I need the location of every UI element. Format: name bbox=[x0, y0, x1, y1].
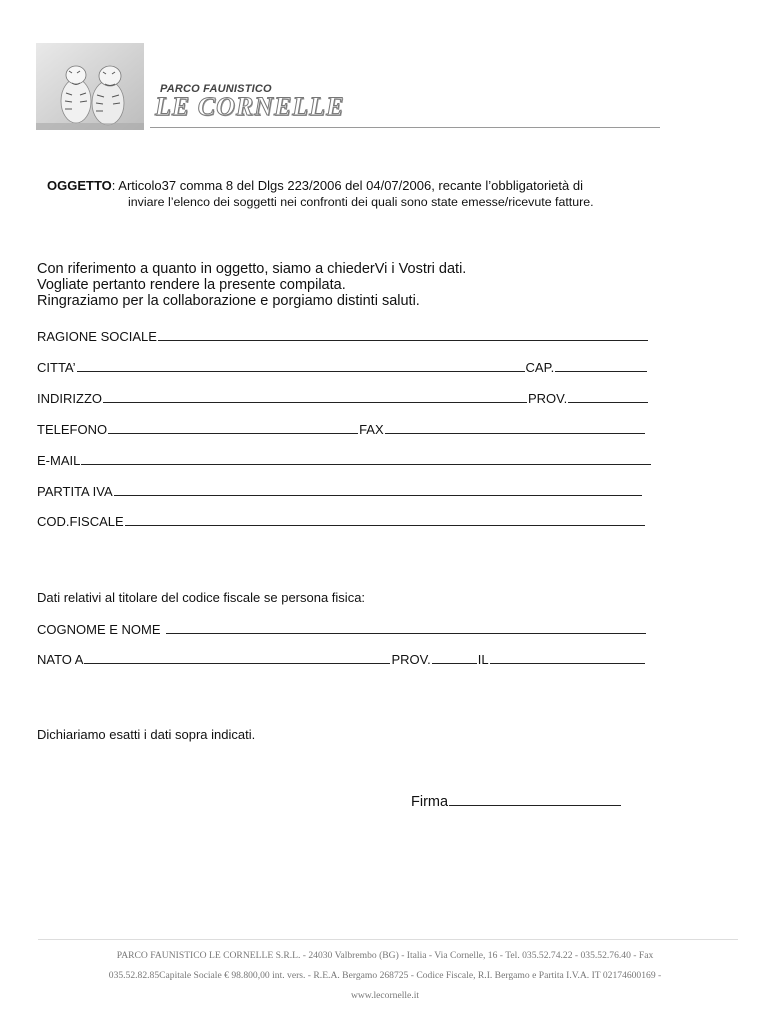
ragione-sociale-label: RAGIONE SOCIALE bbox=[37, 329, 157, 344]
intro-line-2: Vogliate pertanto rendere la presente compilata. bbox=[37, 277, 346, 293]
nato-prov-label: PROV. bbox=[391, 652, 431, 667]
cod-fiscale-blank[interactable] bbox=[125, 513, 645, 526]
email-blank[interactable] bbox=[81, 452, 651, 465]
field-citta-cap bbox=[37, 359, 648, 375]
cognome-nome-blank[interactable] bbox=[166, 621, 646, 634]
field-ragione-sociale bbox=[37, 328, 649, 344]
il-blank[interactable] bbox=[490, 651, 645, 664]
cod-fiscale-label: COD.FISCALE bbox=[37, 514, 124, 529]
oggetto-label: OGGETTO bbox=[47, 178, 112, 193]
citta-label: CITTA’ bbox=[37, 360, 76, 375]
oggetto-line-1 bbox=[47, 178, 583, 193]
tigers-logo-image bbox=[36, 43, 144, 130]
footer bbox=[40, 946, 730, 1006]
telefono-blank[interactable] bbox=[108, 421, 358, 434]
cap-blank[interactable] bbox=[555, 359, 647, 372]
nato-a-label: NATO A bbox=[37, 652, 84, 667]
ragione-sociale-blank[interactable] bbox=[158, 328, 648, 341]
field-telefono-fax bbox=[37, 421, 646, 437]
oggetto-text-1: : Articolo37 comma 8 del Dlgs 223/2006 del 04/07/2006, recante l’obbligatorietà di bbox=[111, 178, 583, 193]
email-label: E-MAIL bbox=[37, 453, 81, 468]
footer-divider bbox=[38, 939, 738, 940]
indirizzo-label: INDIRIZZO bbox=[37, 391, 102, 406]
brand-kicker: PARCO FAUNISTICO bbox=[160, 83, 272, 95]
indirizzo-blank[interactable] bbox=[103, 390, 527, 403]
field-email bbox=[37, 452, 652, 468]
header-divider bbox=[150, 127, 660, 128]
nato-a-blank[interactable] bbox=[84, 651, 390, 664]
firma-blank[interactable] bbox=[449, 793, 621, 806]
prov-label: PROV. bbox=[528, 391, 568, 406]
footer-website-link[interactable]: www.lecornelle.it bbox=[350, 990, 420, 1001]
field-nato-a bbox=[37, 651, 646, 667]
field-cod-fiscale bbox=[37, 513, 646, 529]
citta-blank[interactable] bbox=[77, 359, 525, 372]
fax-label: FAX bbox=[359, 422, 384, 437]
footer-line-2: 035.52.82.85Capitale Sociale € 98.800,00 int. vers. - R.E.A. Bergamo 268725 - Codice Fiscale, R.I. Bergamo e Partita I.V.A. IT 02174600169 - bbox=[108, 970, 662, 981]
oggetto-line-2: inviare l’elenco dei soggetti nei confronti dei quali sono state emesse/ricevute fatture. bbox=[128, 195, 594, 209]
partita-iva-label: PARTITA IVA bbox=[37, 484, 113, 499]
brand-name-logo-text: LE CORNELLE bbox=[155, 92, 345, 121]
persona-fisica-intro: Dati relativi al titolare del codice fiscale se persona fisica: bbox=[37, 590, 366, 605]
footer-line-1: PARCO FAUNISTICO LE CORNELLE S.R.L. - 24030 Valbrembo (BG) - Italia - Via Cornelle, 16 - Tel. 035.52.74.22 - 035.52.76.40 - Fax bbox=[116, 950, 654, 961]
telefono-label: TELEFONO bbox=[37, 422, 108, 437]
intro-line-3: Ringraziamo per la collaborazione e porgiamo distinti saluti. bbox=[37, 293, 420, 309]
field-cognome-nome bbox=[37, 621, 647, 637]
firma-label: Firma bbox=[411, 794, 449, 810]
intro-line-1: Con riferimento a quanto in oggetto, siamo a chiederVi i Vostri dati. bbox=[37, 261, 467, 277]
field-partita-iva bbox=[37, 483, 643, 499]
nato-prov-blank[interactable] bbox=[432, 651, 477, 664]
dichiarazione-text: Dichiariamo esatti i dati sopra indicati. bbox=[37, 727, 256, 742]
fax-blank[interactable] bbox=[385, 421, 645, 434]
cap-label: CAP. bbox=[525, 360, 555, 375]
il-label: IL bbox=[477, 652, 489, 667]
partita-iva-blank[interactable] bbox=[114, 483, 642, 496]
cognome-nome-label: COGNOME E NOME bbox=[37, 622, 161, 637]
prov-blank[interactable] bbox=[568, 390, 648, 403]
field-indirizzo-prov bbox=[37, 390, 649, 406]
firma-field bbox=[411, 793, 622, 810]
